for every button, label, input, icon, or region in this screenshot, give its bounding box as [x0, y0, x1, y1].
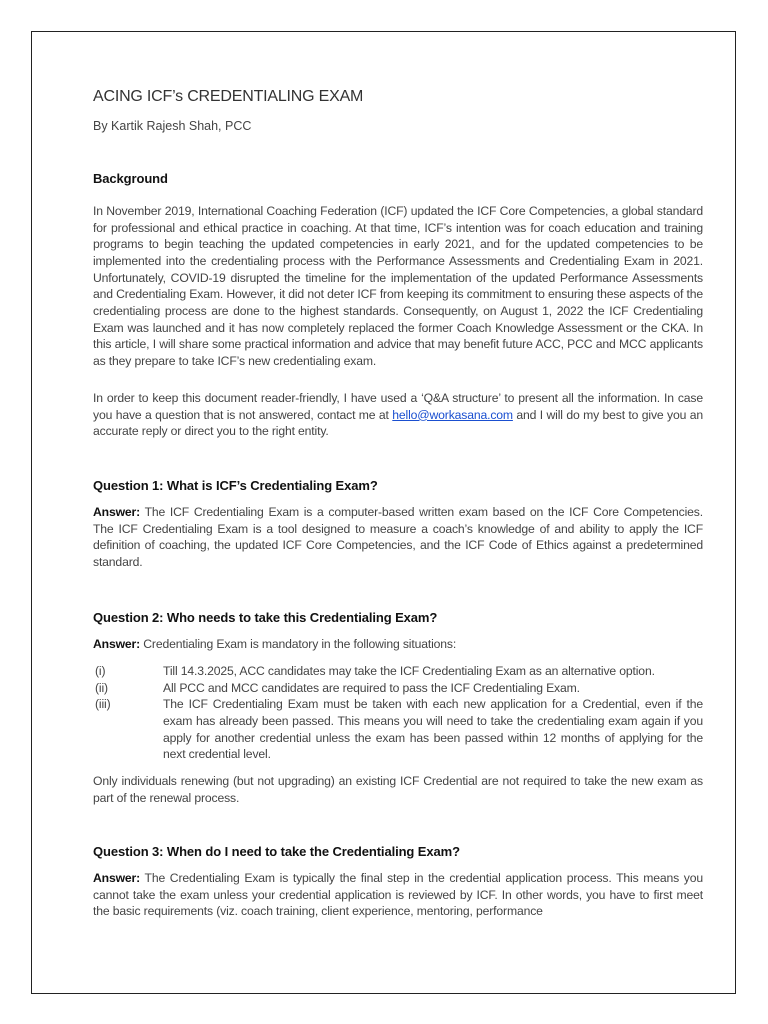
- list-number: (iii): [95, 697, 111, 712]
- situations-list: [93, 663, 703, 763]
- list-item: [93, 663, 703, 680]
- list-text: The ICF Credentialing Exam must be taken with each new application for a Credential, even if the exam has already been passed. This means you will need to take the credentialing exam again if you apply for another credential unless the exam has been passed within 12 months of applying for the next credential level.: [163, 697, 703, 762]
- answer-label: Answer:: [93, 871, 141, 885]
- list-item: [93, 696, 703, 763]
- contact-text-end: and I will do my best to give you an accurate reply or direct you to the right entity.: [93, 407, 703, 439]
- contact-paragraph: [93, 390, 703, 440]
- question-1-heading: Question 1: What is ICF’s Credentialing Exam?: [93, 478, 378, 493]
- document-title: ACING ICF’s CREDENTIALING EXAM: [93, 88, 364, 105]
- question-3-answer: [93, 870, 703, 920]
- answer-text: Credentialing Exam is mandatory in the following situations:: [140, 637, 457, 651]
- list-number: (i): [95, 664, 106, 678]
- contact-text: In order to keep this document reader-friendly, I have used a ‘Q&A structure’ to present all the information. In case you have a question that is not answered, contact me at: [93, 391, 703, 422]
- question-2-heading: Question 2: Who needs to take this Credentialing Exam?: [93, 610, 438, 625]
- answer-text: The ICF Credentialing Exam is a computer-based written exam based on the ICF Core Competencies. The ICF Credentialing Exam is a tool designed to measure a coach’s knowledge of and ability to apply the ICF definition of coaching, the updated ICF Core Competencies, and the ICF Code of Ethics against a predetermined standard.: [93, 505, 703, 569]
- list-number: (ii): [95, 680, 108, 695]
- question-3-heading: Question 3: When do I need to take the Credentialing Exam?: [93, 844, 460, 859]
- email-link[interactable]: hello@workasana.com: [392, 407, 513, 422]
- question-1-answer: [93, 504, 703, 571]
- list-text: Till 14.3.2025, ACC candidates may take the ICF Credentialing Exam as an alternative option.: [163, 664, 655, 678]
- author-line: By Kartik Rajesh Shah, PCC: [93, 119, 252, 133]
- renewal-note: Only individuals renewing (but not upgrading) an existing ICF Credential are not required to take the new exam as part of the renewal process.: [93, 774, 703, 805]
- question-2-answer: [93, 636, 703, 653]
- list-text: All PCC and MCC candidates are required to pass the ICF Credentialing Exam.: [163, 680, 580, 695]
- answer-label: Answer:: [93, 637, 141, 651]
- list-item: [93, 680, 703, 697]
- background-paragraph: In November 2019, International Coaching Federation (ICF) updated the ICF Core Competencies, a global standard for professional and ethical practice in coaching. At that time, ICF’s intention was for coach education and training programs to begin teaching the updated competencies in early 2021, and for the updated competencies to be implemented into the credentialing process with the Performance Assessments and Credentialing Exam in 2021. Unfortunately, COVID-19 disrupted the timeline for the implementation of the updated Performance Assessments and Credentialing Exam. However, it did not deter ICF from keeping its commitment to ensuring these aspects of the credentialing process are done to the highest standards. Consequently, on August 1, 2022 the ICF Credentialing Exam was launched and it has now completely replaced the former Coach Knowledge Assessment or the CKA. In this article, I will share some practical information and advice that may benefit future ACC, PCC and MCC applicants as they prepare to take ICF’s new credentialing exam.: [93, 204, 703, 368]
- background-heading: Background: [93, 171, 168, 186]
- answer-label: Answer:: [93, 505, 141, 519]
- answer-text: The Credentialing Exam is typically the final step in the credential application process. This means you cannot take the exam unless your credential application is reviewed by ICF. In other words, you have to first meet the basic requirements (viz. coach training, client experience, mentoring, performance: [93, 871, 703, 919]
